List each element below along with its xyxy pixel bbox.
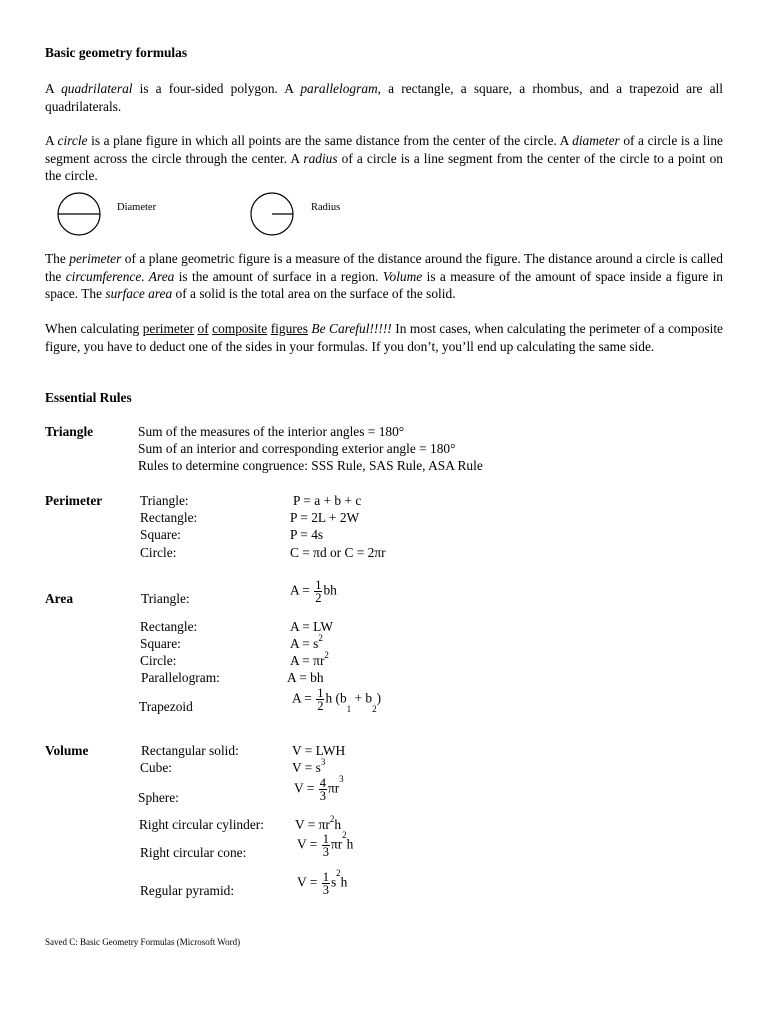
p2-text-3: of a circle is a line segment across the circle through the center. A — [45, 133, 723, 166]
radius-circle-figure — [246, 192, 298, 236]
perimeter-circle-formula: C = πd or C = 2πr — [290, 545, 386, 560]
volume-sphere-formula — [294, 774, 344, 803]
triangle-rule-2: Sum of an interior and corresponding exterior angle = 180° — [138, 441, 456, 456]
volume-cone-formula — [297, 830, 354, 859]
area-trapezoid-formula — [292, 687, 381, 712]
volume-sphere-name: Sphere: — [138, 790, 179, 805]
fraction-numerator: 1 — [322, 870, 329, 884]
fraction-numerator: 4 — [319, 776, 326, 790]
perimeter-circle-name: Circle: — [140, 545, 177, 560]
volume-cylinder-formula — [295, 814, 342, 833]
p4-underline-figures: figures — [270, 321, 308, 336]
area-circle-name: Circle: — [140, 653, 177, 668]
formula-close: ) — [376, 690, 382, 706]
circle-paragraph — [45, 132, 723, 185]
p2-term-diameter: diameter — [572, 133, 620, 148]
formula-tail: h — [340, 874, 348, 890]
page-title: Basic geometry formulas — [45, 45, 188, 60]
formula-lhs: A = — [290, 582, 310, 598]
formula-lhs: V = — [297, 836, 318, 852]
fraction-numerator: 1 — [315, 578, 322, 592]
p2-term-circle: circle — [57, 133, 88, 148]
p4-underline-of: of — [197, 321, 209, 336]
p3-text-1: The — [45, 251, 70, 266]
fraction-denominator: 3 — [322, 883, 329, 897]
p1-text-1: A — [45, 81, 62, 96]
subscript-2: 2 — [372, 704, 377, 714]
formula-lhs: A = s — [290, 636, 319, 651]
perimeter-rectangle-name: Rectangle: — [140, 510, 198, 525]
p4-text-2: In most cases, when calculating the perimeter of a composite figure, you have to deduct one of the sides in your formulas. If you don’t, you’ll end up calculating the same side. — [45, 321, 723, 354]
p2-text-4: of a circle is a line segment from the center of the circle to a point on the circle. — [45, 150, 723, 183]
formula-lhs: V = πr — [295, 817, 330, 832]
p3-text-4: is a measure of the amount of space inside a figure in space. The — [45, 268, 724, 301]
perimeter-square-formula: P = 4s — [290, 527, 324, 542]
formula-rhs: πr — [330, 836, 343, 852]
area-label: Area — [45, 591, 74, 606]
formula-rhs: s — [330, 874, 337, 890]
perimeter-label: Perimeter — [45, 493, 103, 508]
triangle-rule-1: Sum of the measures of the interior angles = 180° — [138, 424, 405, 439]
area-parallelogram-formula: A = bh — [287, 670, 324, 685]
p3-term-surface-area: surface area — [105, 286, 173, 301]
p1-term-parallelogram: parallelogram, — [300, 81, 382, 96]
p2-term-radius: radius — [303, 150, 338, 166]
fraction — [322, 833, 330, 858]
exponent: 2 — [324, 650, 329, 660]
area-square-name: Square: — [140, 636, 181, 651]
formula-rhs: bh — [323, 582, 337, 598]
perimeter-triangle-formula: P = a + b + c — [293, 493, 362, 508]
formula-lhs: A = — [292, 690, 312, 706]
area-triangle-name: Triangle: — [141, 591, 190, 606]
footer-saved-path: Saved C: Basic Geometry Formulas (Microsoft Word) — [45, 937, 241, 947]
essential-rules-heading: Essential Rules — [45, 390, 132, 405]
p2-text-2: is a plane figure in which all points are the same distance from the center of the circle. A — [87, 133, 573, 148]
formula-lhs: V = — [297, 874, 318, 890]
p3-text-3: is the amount of surface in a region. — [174, 268, 383, 284]
formula-rhs: h — [334, 817, 342, 832]
p4-underline-composite: composite — [212, 321, 268, 336]
volume-pyramid-name: Regular pyramid: — [140, 883, 235, 898]
perimeter-square-name: Square: — [140, 527, 181, 542]
diameter-label: Diameter — [117, 202, 157, 213]
diameter-circle-figure — [53, 192, 105, 236]
fraction — [319, 777, 327, 802]
volume-cone-name: Right circular cone: — [140, 845, 247, 860]
area-triangle-formula — [290, 579, 337, 604]
p3-term-circumference-area: circumference. Area — [65, 268, 175, 284]
volume-cube-name: Cube: — [140, 760, 172, 775]
exponent: 2 — [318, 633, 323, 643]
fraction — [316, 687, 324, 712]
quadrilateral-paragraph — [45, 80, 723, 115]
fraction-denominator: 3 — [319, 789, 326, 803]
triangle-rule-3: Rules to determine congruence: SSS Rule, SAS Rule, ASA Rule — [138, 458, 483, 473]
perimeter-triangle-name: Triangle: — [140, 493, 189, 508]
subscript-1: 1 — [346, 704, 352, 714]
formula-lhs: V = — [294, 780, 315, 796]
area-circle-formula — [290, 650, 329, 669]
p1-text-2: is a four-sided polygon. A — [132, 81, 301, 96]
area-rectangle-formula: A = LW — [290, 619, 334, 634]
perimeter-rectangle-formula: P = 2L + 2W — [290, 510, 360, 525]
formula-plus: + b — [351, 690, 373, 706]
fraction-denominator: 3 — [322, 845, 329, 859]
p3-text-5: of a solid is the total area on the surface of the solid. — [172, 286, 456, 301]
p4-underline-perimeter: perimeter — [142, 321, 195, 336]
volume-cylinder-name: Right circular cylinder: — [139, 817, 264, 832]
p1-term-quadrilateral: quadrilateral — [61, 81, 133, 96]
p1-text-3: a rectangle, a square, a rhombus, and a trapezoid are all quadrilaterals. — [45, 81, 723, 114]
fraction-denominator: 2 — [315, 591, 322, 605]
area-parallelogram-name: Parallelogram: — [141, 670, 220, 685]
volume-label: Volume — [45, 743, 89, 758]
volume-rect-name: Rectangular solid: — [141, 743, 239, 758]
exponent: 2 — [329, 814, 335, 824]
fraction-numerator: 1 — [322, 832, 329, 846]
fraction-numerator: 1 — [317, 686, 324, 700]
exponent: 2 — [336, 868, 341, 878]
volume-cube-formula — [292, 757, 326, 776]
fraction — [322, 871, 330, 896]
p3-term-perimeter: perimeter — [69, 251, 122, 266]
formula-tail: h — [346, 836, 354, 852]
formula-rhs: πr — [327, 780, 340, 796]
exponent: 2 — [342, 830, 347, 840]
area-square-formula — [290, 633, 323, 652]
area-trapezoid-name: Trapezoid — [139, 699, 193, 714]
p4-text-1: When calculating — [45, 321, 143, 336]
p3-text-2: of a plane geometric figure is a measure of the distance around the figure. The distance around a circle is called the — [45, 251, 723, 284]
area-rectangle-name: Rectangle: — [140, 619, 198, 634]
volume-pyramid-formula — [297, 868, 348, 897]
p2-text-1: A — [45, 133, 58, 148]
formula-lhs: A = πr — [290, 653, 325, 668]
triangle-label: Triangle — [45, 424, 94, 439]
composite-paragraph — [45, 320, 723, 355]
volume-rect-formula: V = LWH — [292, 743, 346, 758]
exponent: 3 — [320, 757, 326, 767]
exponent: 3 — [339, 774, 344, 784]
perimeter-paragraph — [45, 250, 723, 303]
formula-h: h (b — [325, 690, 347, 706]
fraction-denominator: 2 — [317, 699, 324, 713]
radius-label: Radius — [311, 202, 341, 213]
fraction — [314, 579, 322, 604]
p4-be-careful: Be Careful!!!!! — [311, 321, 392, 336]
formula-lhs: V = s — [292, 760, 321, 775]
p3-term-volume: Volume — [382, 268, 423, 284]
